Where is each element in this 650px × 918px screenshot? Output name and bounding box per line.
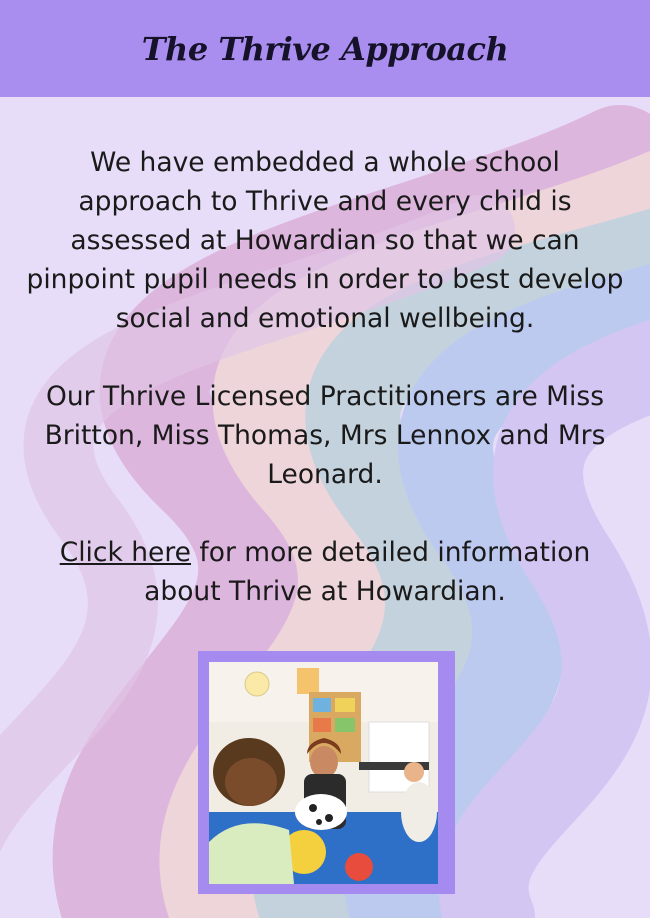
page-title: The Thrive Approach bbox=[141, 29, 509, 68]
photo-frame bbox=[198, 651, 455, 894]
classroom-photo bbox=[209, 662, 438, 884]
more-info-paragraph bbox=[20, 533, 630, 611]
more-info-text: for more detailed information about Thrive at Howardian. bbox=[144, 537, 591, 607]
practitioners-paragraph: Our Thrive Licensed Practitioners are Miss Britton, Miss Thomas, Mrs Lennox and Mrs Leonard. bbox=[44, 381, 606, 490]
main-content bbox=[0, 140, 650, 611]
click-here-link[interactable]: Click here bbox=[59, 537, 191, 568]
intro-paragraph: We have embedded a whole school approach to Thrive and every child is assessed at Howardian so that we can pinpoint pupil needs in order to best develop social and emotional wellbeing. bbox=[26, 147, 624, 334]
header-bar bbox=[0, 0, 650, 97]
